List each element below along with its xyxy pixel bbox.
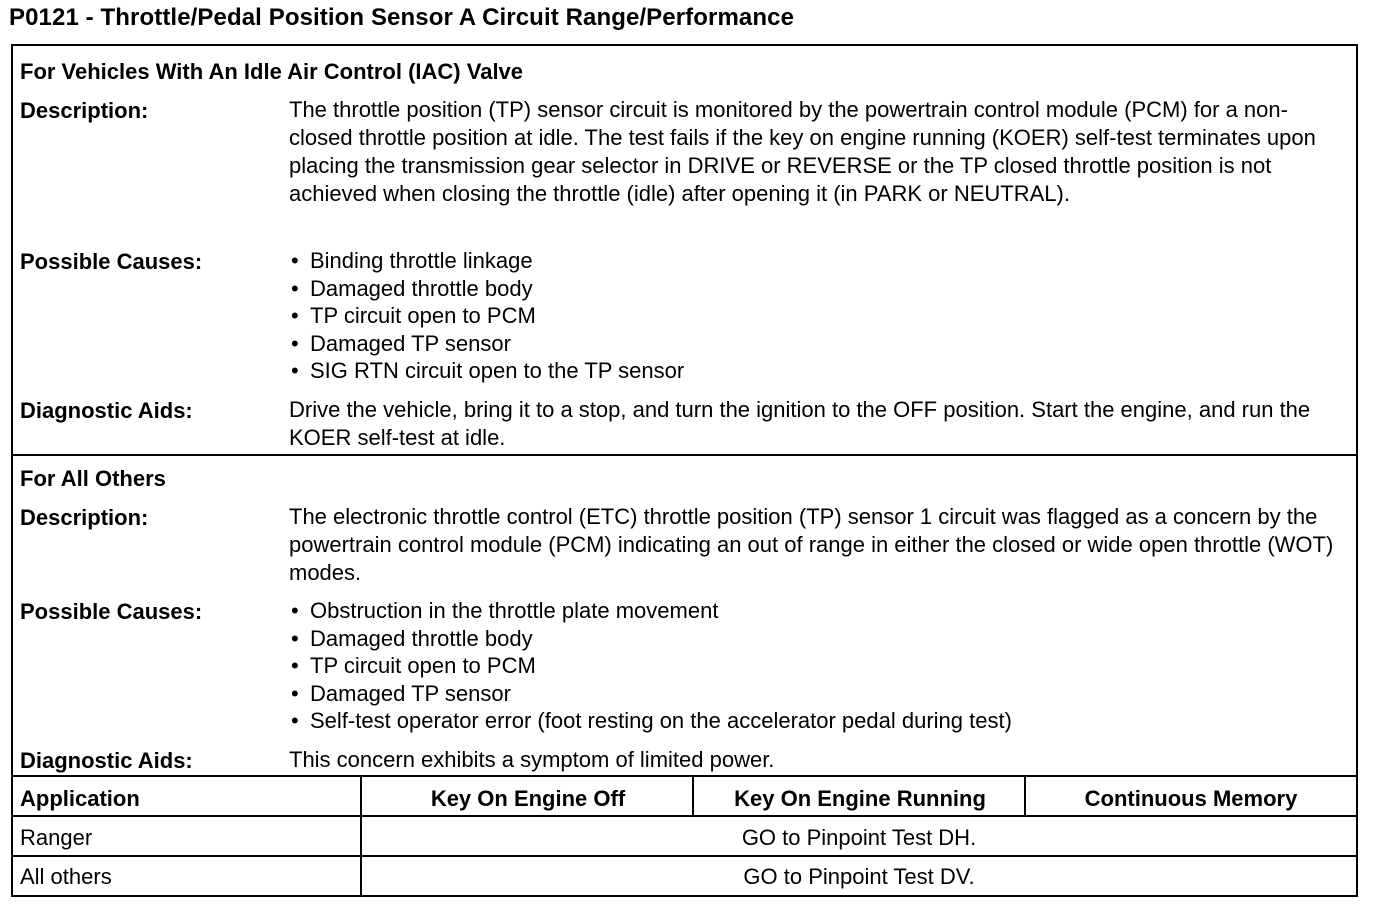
table-header-continuous-memory: Continuous Memory <box>1084 786 1298 811</box>
table-cell-action: GO to Pinpoint Test DH. <box>741 825 977 850</box>
list-item: • TP circuit open to PCM <box>289 652 1349 680</box>
possible-causes-label: Possible Causes: <box>20 249 203 274</box>
list-item: • Binding throttle linkage <box>289 247 1349 275</box>
section-all-others <box>13 454 1356 777</box>
possible-causes-label: Possible Causes: <box>20 599 203 624</box>
list-item: • Damaged TP sensor <box>289 680 1349 708</box>
possible-causes-list <box>289 597 1349 735</box>
description-text: The throttle position (TP) sensor circuit is monitored by the powertrain control module (PCM) for a non-closed throttle position at idle. The test fails if the key on engine running (KOER) self-test terminates upon placing the transmission gear selector in DRIVE or REVERSE or the TP closed throttle position is not achieved when closing the throttle (idle) after opening it (in PARK or NEUTRAL). <box>289 97 1316 206</box>
section-heading: For All Others <box>20 466 166 491</box>
section-iac-valve <box>13 46 1356 454</box>
list-item: • Obstruction in the throttle plate movement <box>289 597 1349 625</box>
table-header-koeo: Key On Engine Off <box>430 786 626 811</box>
section-heading: For Vehicles With An Idle Air Control (IAC) Valve <box>20 59 524 84</box>
table-divider <box>360 777 362 897</box>
diagnostic-aids-label: Diagnostic Aids: <box>20 748 193 773</box>
table-cell-application: All others <box>20 864 112 889</box>
application-table <box>13 775 1356 897</box>
description-label: Description: <box>20 505 149 530</box>
list-item: • Damaged throttle body <box>289 625 1349 653</box>
list-item: • Damaged TP sensor <box>289 330 1349 358</box>
dtc-frame <box>11 44 1358 897</box>
description-label: Description: <box>20 98 149 123</box>
table-header-application: Application <box>20 786 140 811</box>
list-item: • Self-test operator error (foot resting on the accelerator pedal during test) <box>289 707 1349 735</box>
diagnostic-aids-text: This concern exhibits a symptom of limited power. <box>289 747 775 772</box>
table-divider <box>692 777 694 815</box>
table-divider <box>13 855 1356 857</box>
table-cell-action: GO to Pinpoint Test DV. <box>743 864 975 889</box>
description-text: The electronic throttle control (ETC) throttle position (TP) sensor 1 circuit was flagged as a concern by the powertrain control module (PCM) indicating an out of range in either the closed or wide open throttle (WOT) modes. <box>289 504 1334 585</box>
table-divider <box>13 815 1356 817</box>
list-item: • TP circuit open to PCM <box>289 302 1349 330</box>
possible-causes-list <box>289 247 1349 385</box>
diagnostic-aids-text: Drive the vehicle, bring it to a stop, and turn the ignition to the OFF position. Start the engine, and run the KOER self-test at idle. <box>289 397 1311 450</box>
list-item: • SIG RTN circuit open to the TP sensor <box>289 357 1349 385</box>
table-header-koer: Key On Engine Running <box>734 786 986 811</box>
page-title: P0121 - Throttle/Pedal Position Sensor A Circuit Range/Performance <box>9 4 795 31</box>
table-divider <box>1024 777 1026 815</box>
table-cell-application: Ranger <box>20 825 93 850</box>
list-item: • Damaged throttle body <box>289 275 1349 303</box>
diagnostic-aids-label: Diagnostic Aids: <box>20 398 193 423</box>
